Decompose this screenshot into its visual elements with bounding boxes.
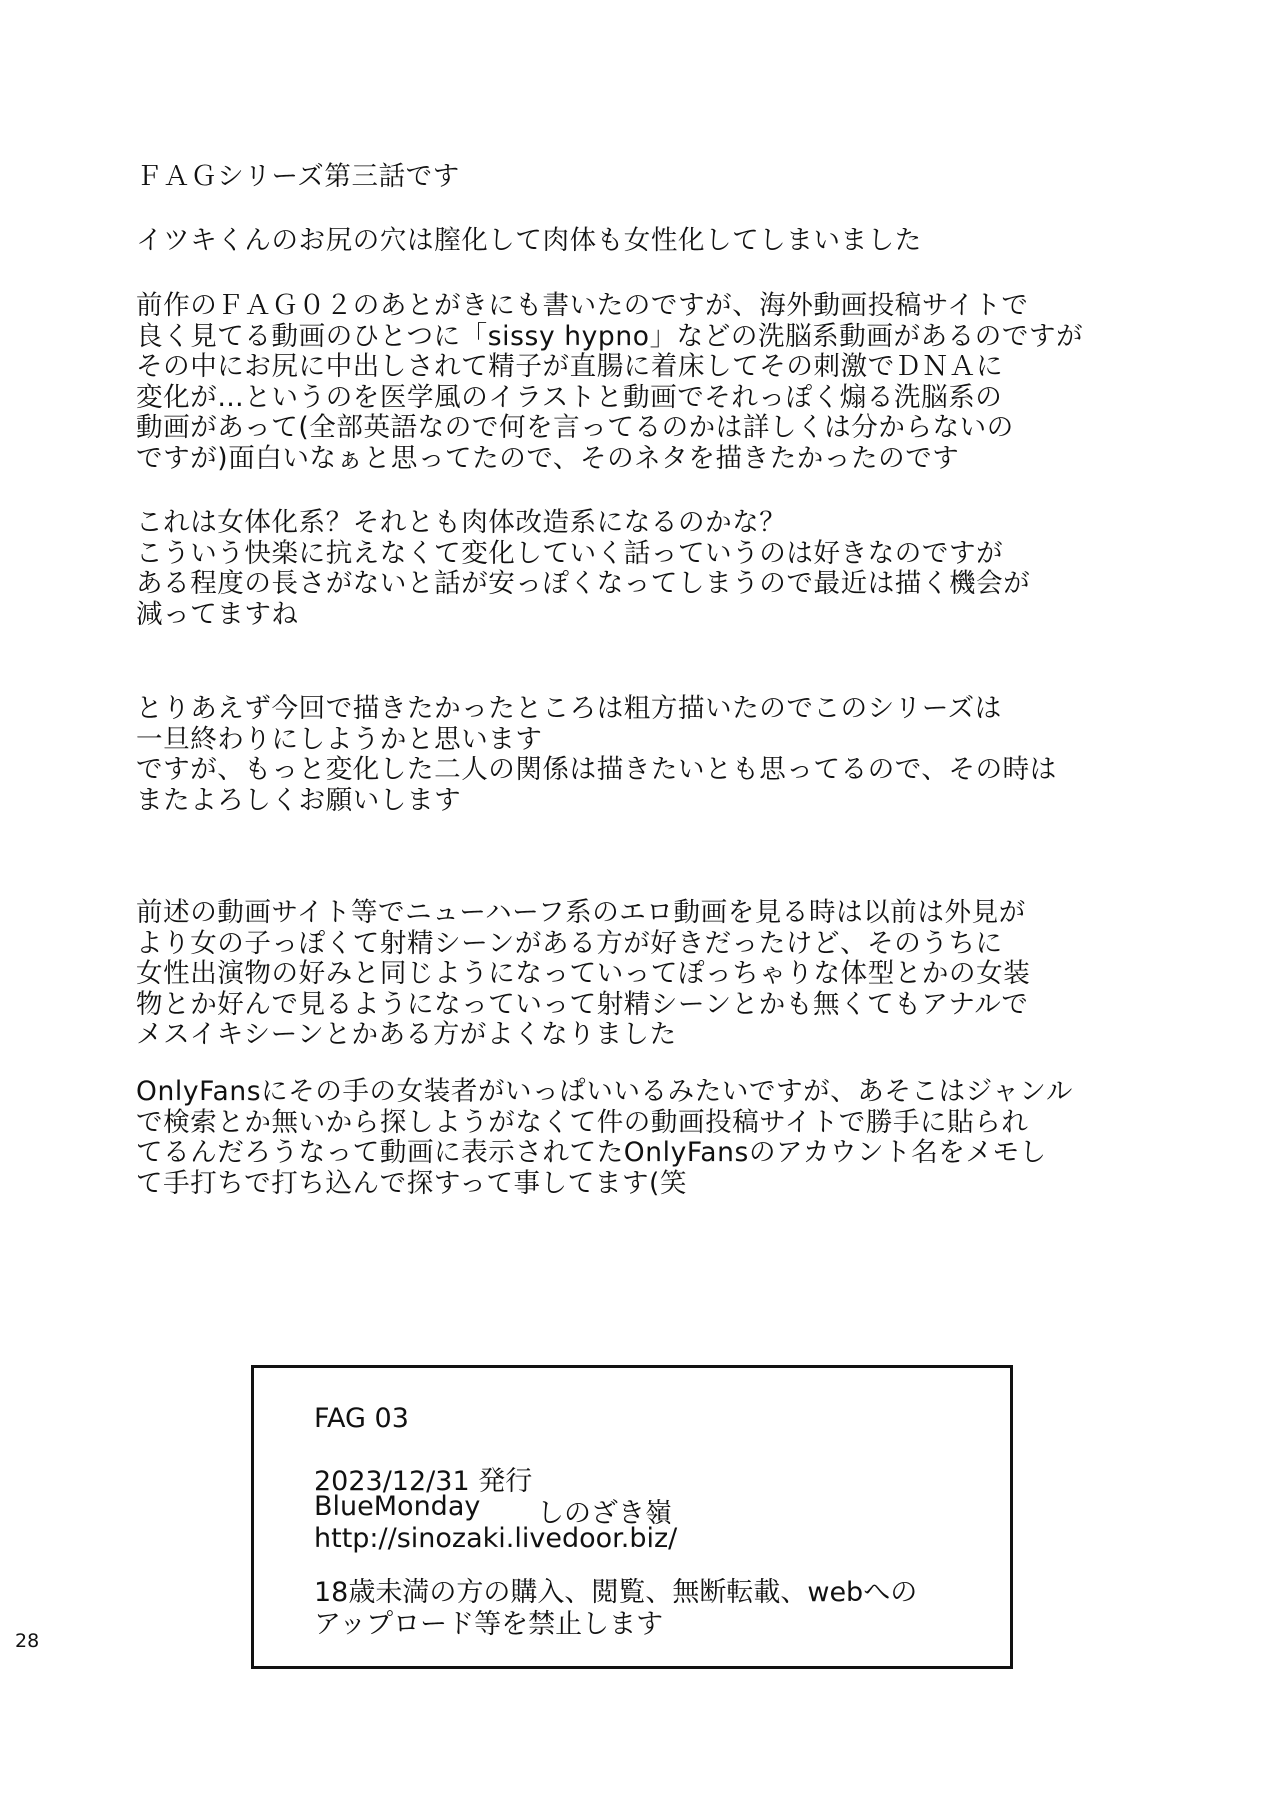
text-line: イツキくんのお尻の穴は膣化して肉体も女性化してしまいました [136, 225, 922, 256]
paragraph-preferences [136, 898, 1030, 1051]
text-line: 前述の動画サイト等でニューハーフ系のエロ動画を見る時は以前は外見が [136, 897, 1026, 928]
text-line: またよろしくお願いします [136, 784, 462, 816]
text-line: 物とか好んで見るようになっていって射精シーンとかも無くてもアナルで [136, 988, 1029, 1020]
notice-line: アップロード等を禁止します [314, 1609, 664, 1640]
paragraph-intro [136, 162, 460, 193]
text-line: ＦＡＧシリーズ第三話です [136, 161, 460, 192]
text-line: ある程度の長さがないと話が安っぽくなってしまうので最近は描く機会が [136, 568, 1031, 599]
text-line: より女の子っぽくて射精シーンがある方が好きだったけど、そのうちに [136, 927, 1003, 959]
paragraph-onlyfans [136, 1077, 1073, 1199]
text-line: こういう快楽に抗えなくて変化していく話っていうのは好きなのですが [136, 537, 1004, 569]
publish-date: 2023/12/31 発行 [314, 1466, 533, 1497]
text-line: 変化が…というのを医学風のイラストと動画でそれっぽく煽る洗脳系の [136, 381, 1003, 413]
text-line: とりあえず今回で描きたかったところは粗方描いたのでこのシリーズは [136, 693, 1002, 724]
paragraph-inspiration [136, 291, 1083, 474]
text-line: 減ってますね [136, 598, 299, 630]
paragraph-summary [136, 226, 922, 257]
age-restriction-notice [314, 1577, 917, 1641]
text-line: その中にお尻に中出しされて精子が直腸に着床してその刺激でＤＮＡに [136, 351, 1004, 382]
circle-name: BlueMonday [314, 1491, 481, 1522]
author-name: しのざき嶺 [537, 1498, 672, 1529]
text-line: で検索とか無いから探しようがなくて件の動画投稿サイトで勝手に貼られ [136, 1106, 1029, 1138]
text-line: て手打ちで打ち込んで探すって事してます(笑 [136, 1167, 688, 1199]
text-line: メスイキシーンとかある方がよくなりました [136, 1019, 677, 1050]
text-line: ですが)面白いなぁと思ってたので、そのネタを描きたかったのです [136, 442, 960, 474]
colophon-box [251, 1365, 1013, 1669]
paragraph-genre [136, 508, 1030, 630]
paragraph-series-end [136, 694, 1057, 816]
text-line: これは女体化系？それとも肉体改造系になるのかな？ [136, 507, 787, 538]
text-line: 前作のＦＡＧ０２のあとがきにも書いたのですが、海外動画投稿サイトで [136, 290, 1029, 321]
text-line: てるんだろうなって動画に表示されてたOnlyFansのアカウント名をメモし [136, 1137, 1047, 1168]
text-line: ですが、もっと変化した二人の関係は描きたいとも思ってるので、その時は [136, 754, 1057, 785]
notice-line: 18歳未満の方の購入、閲覧、無断転載、webへの [314, 1577, 918, 1608]
website-url: http://sinozaki.livedoor.biz/ [314, 1523, 678, 1554]
text-line: 動画があって(全部英語なので何を言ってるのかは詳しくは分からないの [136, 412, 1014, 443]
book-title: FAG 03 [314, 1403, 409, 1434]
text-line: 良く見てる動画のひとつに「sissy hypno」などの洗脳系動画があるのですが [136, 320, 1084, 352]
text-line: 一旦終わりにしようかと思います [136, 723, 543, 755]
text-line: OnlyFansにその手の女装者がいっぱいいるみたいですが、あそこはジャンル [136, 1076, 1073, 1107]
text-line: 女性出演物の好みと同じようになっていってぽっちゃりな体型とかの女装 [136, 958, 1031, 989]
page-number: 28 [15, 1630, 40, 1652]
